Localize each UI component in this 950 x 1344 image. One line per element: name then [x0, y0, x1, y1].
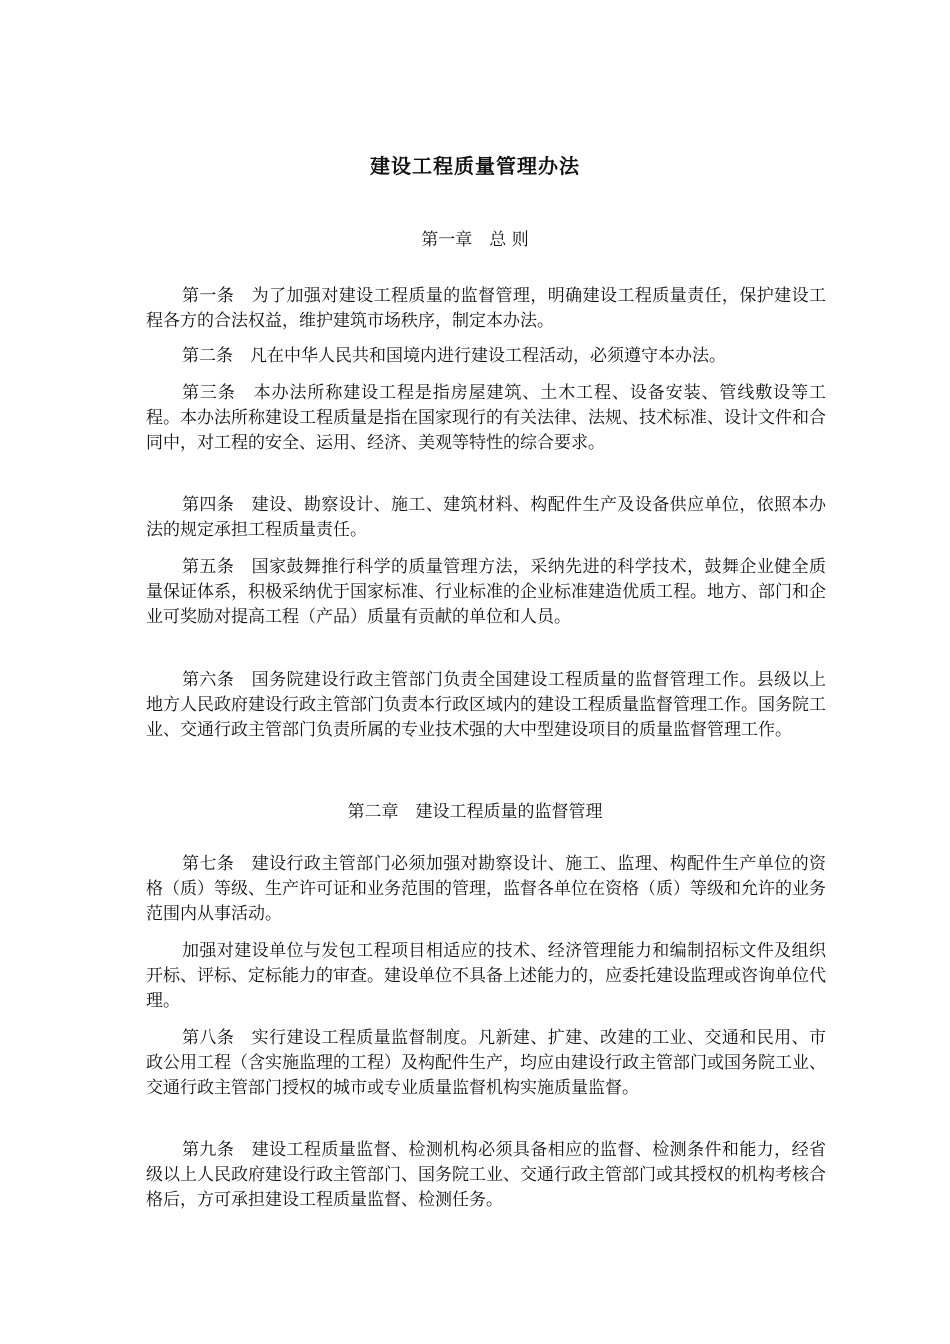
chapter-heading-2: 第二章 建设工程质量的监督管理 [347, 802, 603, 822]
chapter-heading-1: 第一章 总 则 [421, 230, 529, 250]
article-7: 第七条 建设行政主管部门必须加强对勘察设计、施工、监理、构配件生产单位的资格（质）等级、生产许可证和业务范围的管理，监督各单位在资格（质）等级和允许的业务范围内从事活动。 [146, 854, 826, 924]
article-6: 第六条 国务院建设行政主管部门负责全国建设工程质量的监督管理工作。县级以上地方人民政府建设行政主管部门负责本行政区域内的建设工程质量监督管理工作。国务院工业、交通行政主管部门负责所属的专业技术强的大中型建设项目的质量监督管理工作。 [146, 670, 826, 740]
article-9: 第九条 建设工程质量监督、检测机构必须具备相应的监督、检测条件和能力，经省级以上人民政府建设行政主管部门、国务院工业、交通行政主管部门或其授权的机构考核合格后，方可承担建设工程质量监督、检测任务。 [146, 1140, 826, 1210]
article-7-continuation: 加强对建设单位与发包工程项目相适应的技术、经济管理能力和编制招标文件及组织开标、评标、定标能力的审查。建设单位不具备上述能力的，应委托建设监理或咨询单位代理。 [146, 941, 826, 1011]
article-8: 第八条 实行建设工程质量监督制度。凡新建、扩建、改建的工业、交通和民用、市政公用工程（含实施监理的工程）及构配件生产，均应由建设行政主管部门或国务院工业、交通行政主管部门授权的城市或专业质量监督机构实施质量监督。 [146, 1028, 826, 1098]
article-3: 第三条 本办法所称建设工程是指房屋建筑、土木工程、设备安装、管线敷设等工程。本办法所称建设工程质量是指在国家现行的有关法律、法规、技术标准、设计文件和合同中，对工程的安全、运用、经济、美观等特性的综合要求。 [146, 383, 826, 453]
article-2: 第二条 凡在中华人民共和国境内进行建设工程活动，必须遵守本办法。 [182, 346, 726, 366]
document-title: 建设工程质量管理办法 [370, 154, 580, 178]
article-1: 第一条 为了加强对建设工程质量的监督管理，明确建设工程质量责任，保护建设工程各方的合法权益，维护建筑市场秩序，制定本办法。 [146, 286, 826, 331]
article-5: 第五条 国家鼓舞推行科学的质量管理方法，采纳先进的科学技术，鼓舞企业健全质量保证体系，积极采纳优于国家标准、行业标准的企业标准建造优质工程。地方、部门和企业可奖励对提高工程（产品）质量有贡献的单位和人员。 [146, 557, 826, 627]
article-4: 第四条 建设、勘察设计、施工、建筑材料、构配件生产及设备供应单位，依照本办法的规定承担工程质量责任。 [146, 495, 826, 540]
